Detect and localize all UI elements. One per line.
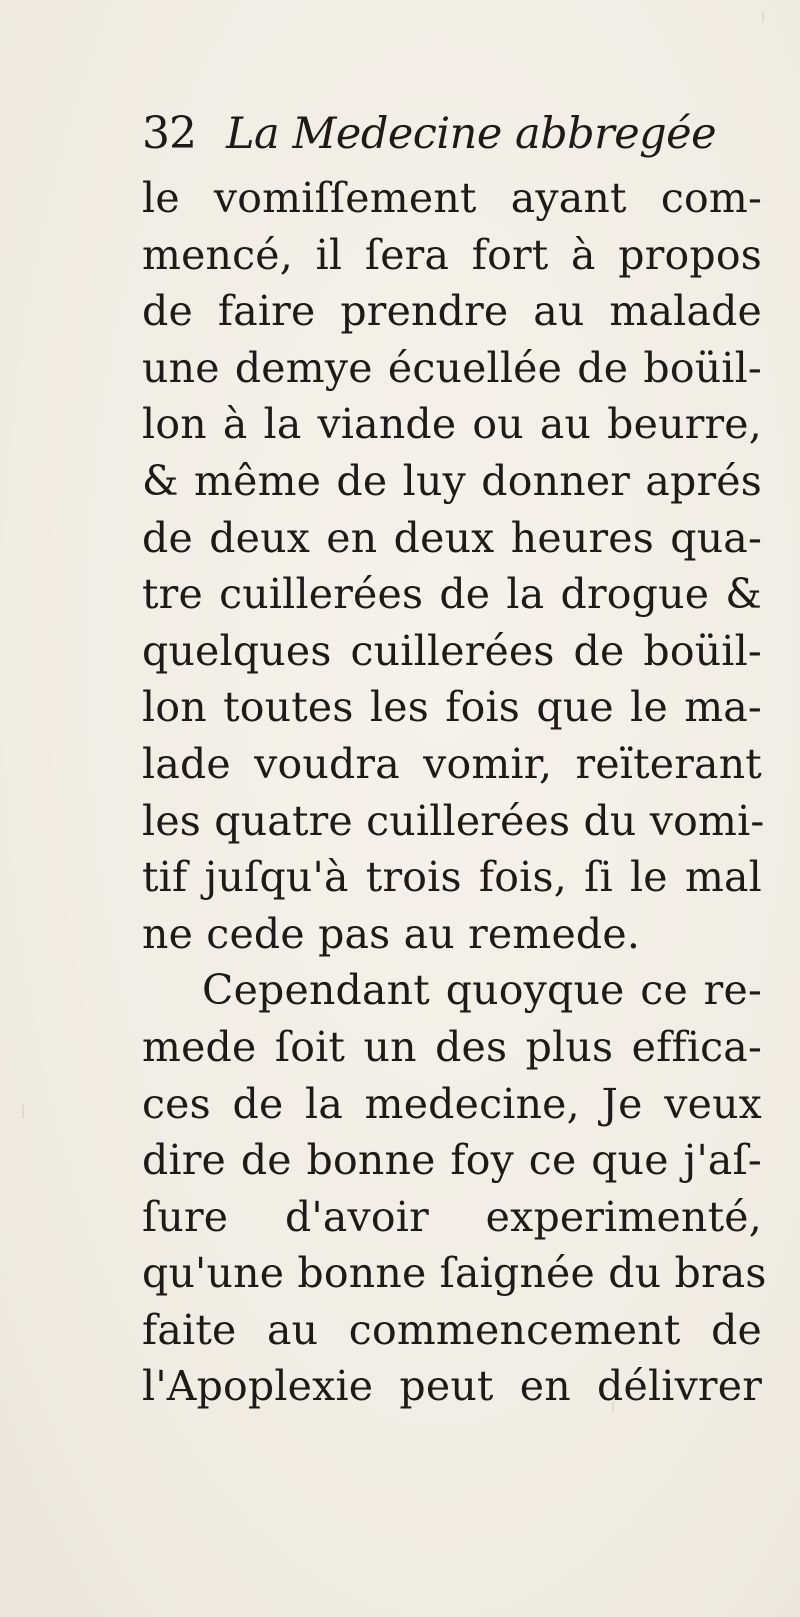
- text-line: les quatre cuillerées du vomi-: [142, 796, 765, 845]
- text-line: le vomiſſement ayant com-: [142, 174, 762, 222]
- page-header: [142, 108, 716, 178]
- text-line: Cependant quoyque ce re-: [202, 966, 762, 1015]
- text-line: quelques cuillerées de boüil-: [142, 626, 762, 675]
- body-text: [142, 170, 767, 1415]
- text-line: tif juſqu'à trois fois, ſi le mal: [142, 853, 762, 902]
- text-line: de deux en deux heures qua-: [142, 513, 762, 562]
- text-line: lon à la viande ou au beurre,: [142, 400, 762, 449]
- paper-speck: [762, 12, 764, 22]
- text-line: mencé, il ſera fort à propos: [142, 230, 762, 279]
- text-line: l'Apoplexie peut en délivrer: [142, 1362, 762, 1411]
- running-title: La Medecine abbregée: [226, 109, 717, 159]
- text-line: mede ſoit un des plus effica-: [142, 1022, 762, 1071]
- text-line: dire de bonne foy ce que j'aſ-: [142, 1136, 762, 1185]
- text-line: lade voudra vomir, reïterant: [142, 739, 762, 788]
- text-line: faite au commencement de: [142, 1305, 762, 1354]
- text-line: & même de luy donner aprés: [142, 456, 762, 505]
- text-line: ſure d'avoir experimenté,: [142, 1192, 762, 1241]
- text-line: ne cede pas au remede.: [142, 909, 641, 958]
- text-line: de faire prendre au malade: [142, 287, 762, 336]
- text-line: lon toutes les fois que le ma-: [142, 683, 762, 732]
- text-line: tre cuillerées de la drogue &: [142, 570, 762, 619]
- paper-speck: [22, 1104, 24, 1118]
- text-line: une demye écuellée de boüil-: [142, 343, 762, 392]
- page-number: 32: [142, 108, 196, 159]
- text-line: ces de la medecine, Je veux: [142, 1079, 762, 1128]
- text-line: qu'une bonne ſaignée du bras: [142, 1249, 767, 1298]
